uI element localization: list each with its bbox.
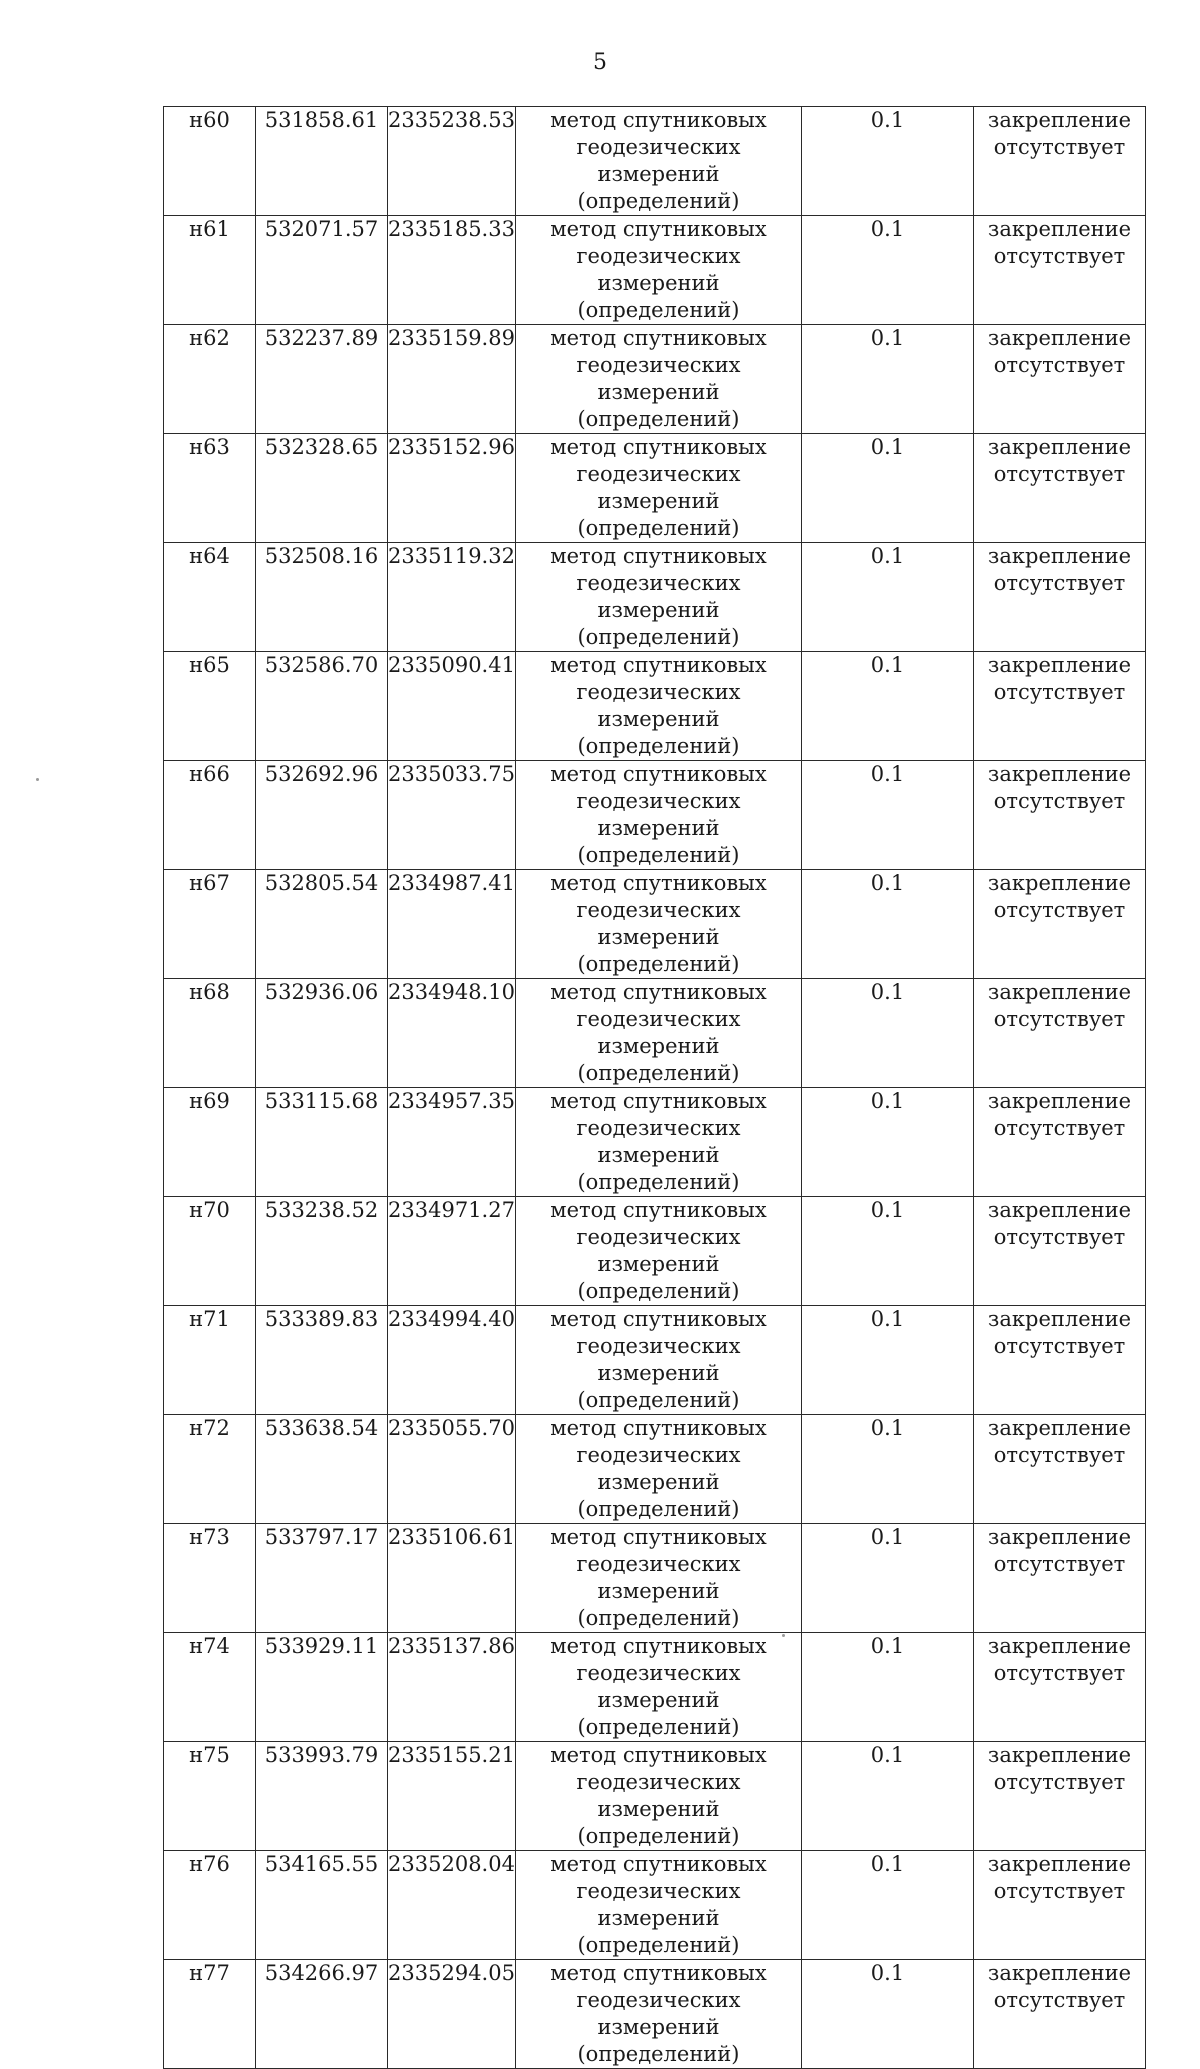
method-text-line: метод спутниковых xyxy=(550,1198,767,1222)
method-text-line: (определений) xyxy=(577,407,740,431)
point-name-cell: н64 xyxy=(164,543,256,652)
method-text-line: метод спутниковых xyxy=(550,108,767,132)
point-name-cell: н61 xyxy=(164,216,256,325)
method-text-line: (определений) xyxy=(577,734,740,758)
method-text-line: (определений) xyxy=(577,189,740,213)
table-row xyxy=(164,1742,1146,1851)
accuracy-cell: 0.1 xyxy=(802,979,974,1088)
method-text-line: (определений) xyxy=(577,298,740,322)
y-coordinate-cell: 2335090.41 xyxy=(388,652,516,761)
fixation-text-line: отсутствует xyxy=(993,1225,1126,1249)
fixation-cell xyxy=(974,325,1146,434)
y-coordinate-cell: 2335033.75 xyxy=(388,761,516,870)
fixation-text-line: закрепление xyxy=(987,1198,1132,1222)
method-cell xyxy=(516,1306,802,1415)
y-coordinate-cell: 2335159.89 xyxy=(388,325,516,434)
y-coordinate-cell: 2335119.32 xyxy=(388,543,516,652)
method-text-line: геодезических измерений xyxy=(576,1225,741,1276)
method-text-line: геодезических измерений xyxy=(576,353,741,404)
fixation-text-line: закрепление xyxy=(987,1852,1132,1876)
point-name-cell: н60 xyxy=(164,107,256,216)
method-text-line: (определений) xyxy=(577,2042,740,2066)
table-row xyxy=(164,979,1146,1088)
x-coordinate-cell: 534266.97 xyxy=(256,1960,388,2069)
fixation-text-line: отсутствует xyxy=(993,898,1126,922)
method-text-line: метод спутниковых xyxy=(550,1961,767,1985)
fixation-text-line: закрепление xyxy=(987,653,1132,677)
point-name-cell: н66 xyxy=(164,761,256,870)
method-text-line: геодезических измерений xyxy=(576,1988,741,2039)
method-text-line: метод спутниковых xyxy=(550,1416,767,1440)
method-text-line: (определений) xyxy=(577,516,740,540)
fixation-text-line: отсутствует xyxy=(993,1443,1126,1467)
fixation-text-line: отсутствует xyxy=(993,680,1126,704)
method-text-line: (определений) xyxy=(577,1388,740,1412)
table-row xyxy=(164,434,1146,543)
fixation-text-line: закрепление xyxy=(987,435,1132,459)
fixation-text-line: отсутствует xyxy=(993,1988,1126,2012)
accuracy-cell: 0.1 xyxy=(802,325,974,434)
point-name-cell: н71 xyxy=(164,1306,256,1415)
y-coordinate-cell: 2335155.21 xyxy=(388,1742,516,1851)
fixation-text-line: отсутствует xyxy=(993,1879,1126,1903)
y-coordinate-cell: 2335185.33 xyxy=(388,216,516,325)
method-cell xyxy=(516,1524,802,1633)
method-text-line: геодезических измерений xyxy=(576,1334,741,1385)
coordinates-table-body xyxy=(164,107,1146,2069)
accuracy-cell: 0.1 xyxy=(802,1415,974,1524)
point-name-cell: н77 xyxy=(164,1960,256,2069)
x-coordinate-cell: 533238.52 xyxy=(256,1197,388,1306)
fixation-cell xyxy=(974,979,1146,1088)
method-text-line: метод спутниковых xyxy=(550,1525,767,1549)
method-text-line: метод спутниковых xyxy=(550,1852,767,1876)
x-coordinate-cell: 532586.70 xyxy=(256,652,388,761)
fixation-cell xyxy=(974,216,1146,325)
table-row xyxy=(164,1633,1146,1742)
method-text-line: (определений) xyxy=(577,952,740,976)
accuracy-cell: 0.1 xyxy=(802,870,974,979)
method-text-line: геодезических измерений xyxy=(576,1770,741,1821)
method-text-line: (определений) xyxy=(577,1933,740,1957)
x-coordinate-cell: 533389.83 xyxy=(256,1306,388,1415)
fixation-text-line: отсутствует xyxy=(993,1334,1126,1358)
point-name-cell: н67 xyxy=(164,870,256,979)
accuracy-cell: 0.1 xyxy=(802,1197,974,1306)
fixation-text-line: закрепление xyxy=(987,1307,1132,1331)
table-row xyxy=(164,1960,1146,2069)
accuracy-cell: 0.1 xyxy=(802,1524,974,1633)
x-coordinate-cell: 533638.54 xyxy=(256,1415,388,1524)
method-text-line: геодезических измерений xyxy=(576,571,741,622)
y-coordinate-cell: 2335152.96 xyxy=(388,434,516,543)
method-cell xyxy=(516,761,802,870)
method-text-line: (определений) xyxy=(577,1279,740,1303)
x-coordinate-cell: 531858.61 xyxy=(256,107,388,216)
accuracy-cell: 0.1 xyxy=(802,216,974,325)
y-coordinate-cell: 2335294.05 xyxy=(388,1960,516,2069)
fixation-text-line: закрепление xyxy=(987,1089,1132,1113)
method-cell xyxy=(516,325,802,434)
method-text-line: геодезических измерений xyxy=(576,1661,741,1712)
method-text-line: геодезических измерений xyxy=(576,680,741,731)
table-row xyxy=(164,1851,1146,1960)
accuracy-cell: 0.1 xyxy=(802,1306,974,1415)
scan-artifact xyxy=(36,778,39,781)
fixation-cell xyxy=(974,1524,1146,1633)
method-cell xyxy=(516,652,802,761)
method-text-line: (определений) xyxy=(577,625,740,649)
y-coordinate-cell: 2334971.27 xyxy=(388,1197,516,1306)
fixation-text-line: закрепление xyxy=(987,1416,1132,1440)
method-cell xyxy=(516,1851,802,1960)
table-row xyxy=(164,1197,1146,1306)
method-text-line: геодезических измерений xyxy=(576,1116,741,1167)
x-coordinate-cell: 532071.57 xyxy=(256,216,388,325)
fixation-cell xyxy=(974,1197,1146,1306)
fixation-cell xyxy=(974,761,1146,870)
method-cell xyxy=(516,1197,802,1306)
method-cell xyxy=(516,107,802,216)
accuracy-cell: 0.1 xyxy=(802,652,974,761)
method-text-line: (определений) xyxy=(577,1715,740,1739)
x-coordinate-cell: 532936.06 xyxy=(256,979,388,1088)
table-row xyxy=(164,325,1146,434)
fixation-cell xyxy=(974,1851,1146,1960)
method-text-line: метод спутниковых xyxy=(550,544,767,568)
scan-artifact xyxy=(782,1634,785,1637)
point-name-cell: н72 xyxy=(164,1415,256,1524)
y-coordinate-cell: 2334957.35 xyxy=(388,1088,516,1197)
method-text-line: метод спутниковых xyxy=(550,871,767,895)
fixation-cell xyxy=(974,1960,1146,2069)
fixation-text-line: отсутствует xyxy=(993,1661,1126,1685)
method-text-line: геодезических измерений xyxy=(576,244,741,295)
method-text-line: метод спутниковых xyxy=(550,762,767,786)
method-text-line: геодезических измерений xyxy=(576,1007,741,1058)
fixation-text-line: отсутствует xyxy=(993,244,1126,268)
fixation-cell xyxy=(974,1306,1146,1415)
point-name-cell: н76 xyxy=(164,1851,256,1960)
page-number: 5 xyxy=(593,50,607,75)
method-text-line: метод спутниковых xyxy=(550,1089,767,1113)
x-coordinate-cell: 533115.68 xyxy=(256,1088,388,1197)
method-text-line: геодезических измерений xyxy=(576,1443,741,1494)
point-name-cell: н73 xyxy=(164,1524,256,1633)
method-text-line: геодезических измерений xyxy=(576,1879,741,1930)
method-cell xyxy=(516,1088,802,1197)
fixation-cell xyxy=(974,1742,1146,1851)
method-text-line: (определений) xyxy=(577,843,740,867)
accuracy-cell: 0.1 xyxy=(802,1088,974,1197)
point-name-cell: н68 xyxy=(164,979,256,1088)
y-coordinate-cell: 2334994.40 xyxy=(388,1306,516,1415)
fixation-text-line: закрепление xyxy=(987,544,1132,568)
x-coordinate-cell: 532328.65 xyxy=(256,434,388,543)
x-coordinate-cell: 532237.89 xyxy=(256,325,388,434)
method-text-line: метод спутниковых xyxy=(550,1634,767,1658)
method-text-line: метод спутниковых xyxy=(550,1307,767,1331)
y-coordinate-cell: 2335106.61 xyxy=(388,1524,516,1633)
point-name-cell: н65 xyxy=(164,652,256,761)
method-cell xyxy=(516,979,802,1088)
method-cell xyxy=(516,1415,802,1524)
accuracy-cell: 0.1 xyxy=(802,434,974,543)
fixation-text-line: закрепление xyxy=(987,871,1132,895)
fixation-text-line: закрепление xyxy=(987,108,1132,132)
method-cell xyxy=(516,1742,802,1851)
method-text-line: метод спутниковых xyxy=(550,326,767,350)
x-coordinate-cell: 532805.54 xyxy=(256,870,388,979)
point-name-cell: н63 xyxy=(164,434,256,543)
fixation-text-line: отсутствует xyxy=(993,353,1126,377)
accuracy-cell: 0.1 xyxy=(802,1960,974,2069)
fixation-text-line: отсутствует xyxy=(993,462,1126,486)
fixation-text-line: закрепление xyxy=(987,1634,1132,1658)
y-coordinate-cell: 2335055.70 xyxy=(388,1415,516,1524)
method-cell xyxy=(516,870,802,979)
method-cell xyxy=(516,216,802,325)
coordinates-table xyxy=(163,106,1146,2069)
x-coordinate-cell: 532692.96 xyxy=(256,761,388,870)
method-text-line: геодезических измерений xyxy=(576,1552,741,1603)
fixation-text-line: отсутствует xyxy=(993,789,1126,813)
table-row xyxy=(164,1306,1146,1415)
fixation-text-line: закрепление xyxy=(987,1525,1132,1549)
accuracy-cell: 0.1 xyxy=(802,1851,974,1960)
fixation-cell xyxy=(974,870,1146,979)
table-row xyxy=(164,652,1146,761)
method-text-line: геодезических измерений xyxy=(576,898,741,949)
fixation-cell xyxy=(974,1415,1146,1524)
y-coordinate-cell: 2334948.10 xyxy=(388,979,516,1088)
accuracy-cell: 0.1 xyxy=(802,107,974,216)
fixation-text-line: закрепление xyxy=(987,980,1132,1004)
fixation-text-line: закрепление xyxy=(987,326,1132,350)
y-coordinate-cell: 2335238.53 xyxy=(388,107,516,216)
x-coordinate-cell: 533929.11 xyxy=(256,1633,388,1742)
fixation-text-line: закрепление xyxy=(987,1961,1132,1985)
fixation-text-line: закрепление xyxy=(987,217,1132,241)
method-text-line: метод спутниковых xyxy=(550,980,767,1004)
method-text-line: метод спутниковых xyxy=(550,1743,767,1767)
y-coordinate-cell: 2334987.41 xyxy=(388,870,516,979)
fixation-text-line: отсутствует xyxy=(993,1116,1126,1140)
fixation-cell xyxy=(974,1088,1146,1197)
fixation-text-line: закрепление xyxy=(987,1743,1132,1767)
fixation-cell xyxy=(974,1633,1146,1742)
table-row xyxy=(164,1088,1146,1197)
point-name-cell: н69 xyxy=(164,1088,256,1197)
accuracy-cell: 0.1 xyxy=(802,543,974,652)
method-text-line: (определений) xyxy=(577,1061,740,1085)
fixation-text-line: закрепление xyxy=(987,762,1132,786)
method-cell xyxy=(516,434,802,543)
accuracy-cell: 0.1 xyxy=(802,1742,974,1851)
accuracy-cell: 0.1 xyxy=(802,761,974,870)
method-text-line: геодезических измерений xyxy=(576,789,741,840)
fixation-cell xyxy=(974,652,1146,761)
method-cell xyxy=(516,1633,802,1742)
fixation-text-line: отсутствует xyxy=(993,1770,1126,1794)
fixation-text-line: отсутствует xyxy=(993,1552,1126,1576)
y-coordinate-cell: 2335137.86 xyxy=(388,1633,516,1742)
fixation-text-line: отсутствует xyxy=(993,571,1126,595)
table-row xyxy=(164,761,1146,870)
x-coordinate-cell: 533993.79 xyxy=(256,1742,388,1851)
table-row xyxy=(164,216,1146,325)
x-coordinate-cell: 533797.17 xyxy=(256,1524,388,1633)
method-text-line: (определений) xyxy=(577,1497,740,1521)
fixation-cell xyxy=(974,434,1146,543)
table-row xyxy=(164,107,1146,216)
point-name-cell: н75 xyxy=(164,1742,256,1851)
method-cell xyxy=(516,543,802,652)
accuracy-cell: 0.1 xyxy=(802,1633,974,1742)
method-text-line: (определений) xyxy=(577,1606,740,1630)
x-coordinate-cell: 534165.55 xyxy=(256,1851,388,1960)
method-text-line: геодезических измерений xyxy=(576,462,741,513)
method-text-line: геодезических измерений xyxy=(576,135,741,186)
method-text-line: метод спутниковых xyxy=(550,653,767,677)
y-coordinate-cell: 2335208.04 xyxy=(388,1851,516,1960)
table-row xyxy=(164,1524,1146,1633)
point-name-cell: н74 xyxy=(164,1633,256,1742)
point-name-cell: н70 xyxy=(164,1197,256,1306)
method-text-line: метод спутниковых xyxy=(550,217,767,241)
method-cell xyxy=(516,1960,802,2069)
fixation-text-line: отсутствует xyxy=(993,1007,1126,1031)
table-row xyxy=(164,1415,1146,1524)
fixation-text-line: отсутствует xyxy=(993,135,1126,159)
table-row xyxy=(164,543,1146,652)
method-text-line: (определений) xyxy=(577,1824,740,1848)
fixation-cell xyxy=(974,107,1146,216)
fixation-cell xyxy=(974,543,1146,652)
method-text-line: (определений) xyxy=(577,1170,740,1194)
method-text-line: метод спутниковых xyxy=(550,435,767,459)
table-row xyxy=(164,870,1146,979)
point-name-cell: н62 xyxy=(164,325,256,434)
x-coordinate-cell: 532508.16 xyxy=(256,543,388,652)
